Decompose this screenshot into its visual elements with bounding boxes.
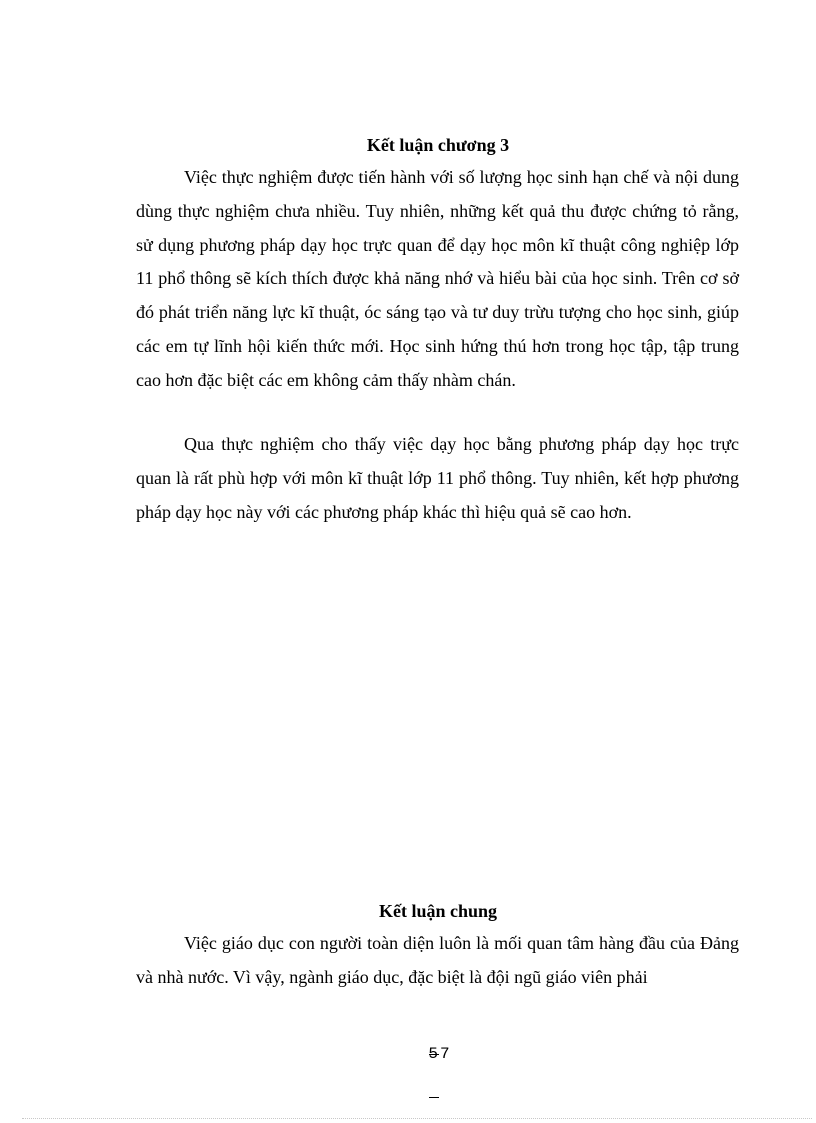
page-bottom-divider bbox=[22, 1118, 812, 1119]
paragraph-general-conclusion: Việc giáo dục con người toàn diện luôn là mối quan tâm hàng đầu của Đảng và nhà nước. Vì vậy, ngành giáo dục, đặc biệt là đội ngũ giáo viên phải bbox=[136, 933, 739, 987]
section-heading-chapter-3-conclusion: Kết luận chương 3 bbox=[366, 135, 510, 155]
section-heading-general-conclusion: Kết luận chung bbox=[378, 901, 498, 921]
paragraph-experiment-results: Việc thực nghiệm được tiến hành với số lượng học sinh hạn chế và nội dung dùng thực nghiệm chưa nhiều. Tuy nhiên, những kết quả thu được chứng tỏ rằng, sử dụng phương pháp dạy học trực quan để dạy học môn kĩ thuật công nghiệp lớp 11 phổ thông sẽ kích thích được khả năng nhớ và hiểu bài của học sinh. Trên cơ sở đó phát triển năng lực kĩ thuật, óc sáng tạo và tư duy trừu tượng cho học sinh, giúp các em tự lĩnh hội kiến thức mới. Học sinh hứng thú hơn trong học tập, tập trung cao hơn đặc biệt các em không cảm thấy nhàm chán. bbox=[136, 167, 739, 390]
page-number-dash-bottom bbox=[429, 1097, 439, 1098]
page-number: 57 bbox=[428, 1045, 452, 1063]
paragraph-experiment-conclusion: Qua thực nghiệm cho thấy việc dạy học bằng phương pháp dạy học trực quan là rất phù hợp với môn kĩ thuật lớp 11 phổ thông. Tuy nhiên, kết hợp phương pháp dạy học này với các phương pháp khác thì hiệu quả sẽ cao hơn. bbox=[136, 434, 739, 522]
